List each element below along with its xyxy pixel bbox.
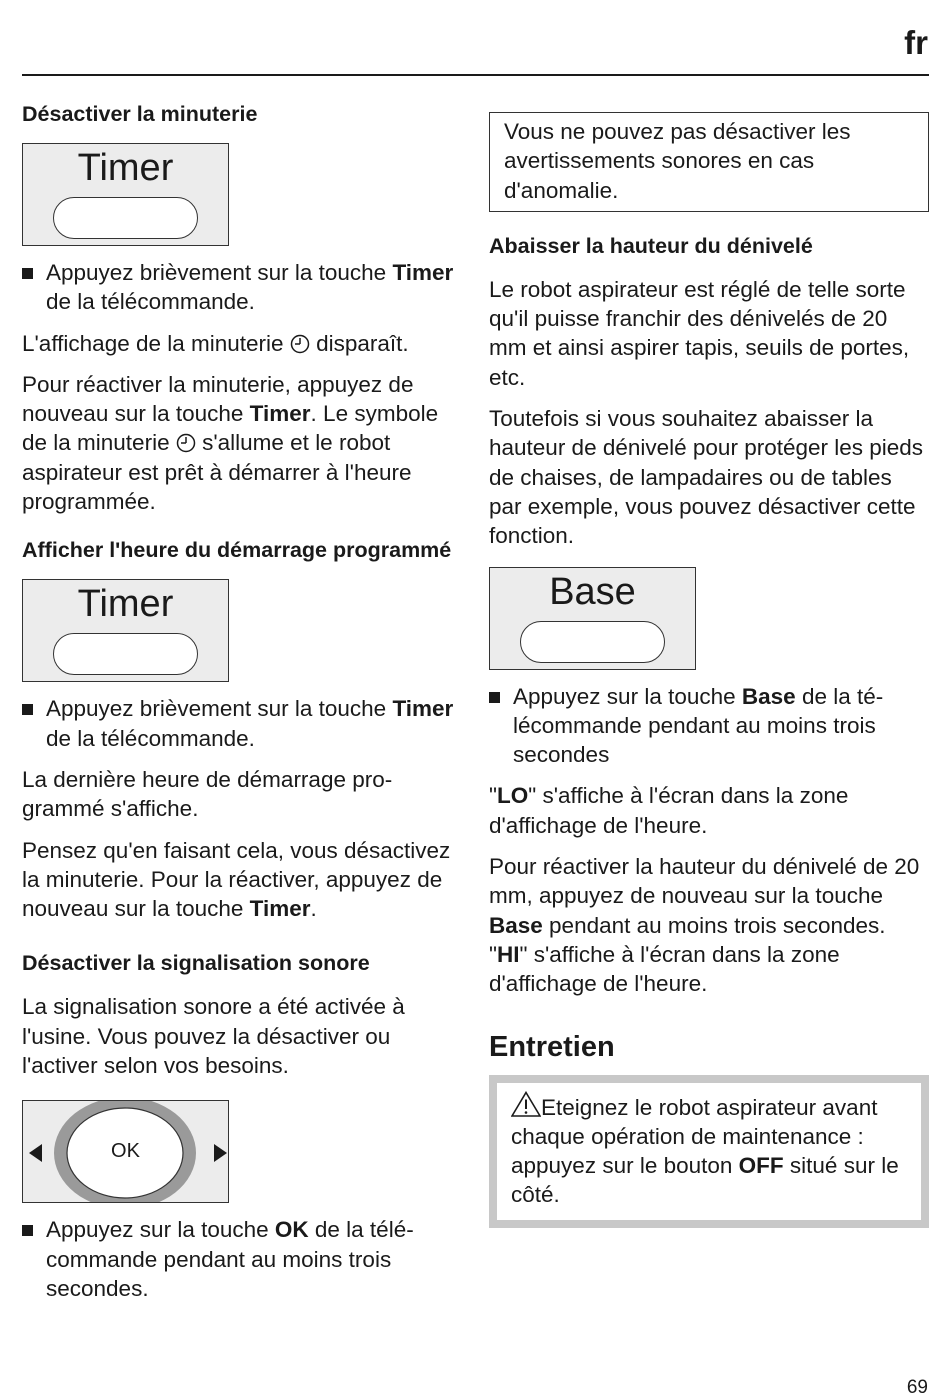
reactivate-threshold-text: Pour réactiver la hauteur du dénivelé de 20 mm, appuyez de nouveau sur la touche Base pendant au moins trois secondes. "HI" s'affiche à l'écran dans la zone d'affichage de l'heure. [489,854,920,997]
clock-icon [290,334,310,354]
step-press-ok: Appuyez sur la touche OK de la télécommande pendant au moins trois secondes. [22,1215,462,1303]
section-title-deactivate-sound: Désactiver la signalisation sonore [22,951,370,976]
warning-triangle-icon [511,1091,541,1117]
ok-button-illustration [22,1100,229,1203]
timer-button-label: Timer [77,147,174,189]
sound-signal-text: La signalisation sonore a été activée à l'usine. Vous pouvez la désactiver ou l'activer selon vos besoins. [22,994,405,1079]
section-title-deactivate-timer: Désactiver la minuterie [22,102,258,126]
timer-button-illustration [22,579,229,682]
step-press-base: Appuyez sur la touche Base de la télécommande pendant au moins trois secondes [489,682,929,770]
step-show-start-time: Appuyez brièvement sur la touche Timer de la télécommande. [22,694,462,753]
clock-icon [176,433,196,453]
reactivate-timer-text: Pour réactiver la minuterie, appuyez de nouveau sur la touche Timer. Le symbole de la minuterie s'allume et le robot aspirateur est prêt à démarrer à l'heure programmée. [22,371,439,515]
timer-display-disappears: L'affichage de la minuterie disparaît. [22,330,409,356]
sound-warning-note: Vous ne pouvez pas désactiver les avertissements sonores en cas d'anomalie. [489,112,929,212]
last-start-time-text: La dernière heure de démarrage programmé s'affiche. [22,766,393,822]
section-title-maintenance: Entretien [489,1030,615,1063]
left-column [22,100,462,1315]
right-column [489,112,929,1228]
base-button-label: Base [549,570,636,613]
language-tag: fr [904,24,928,61]
page-number: 69 [906,1377,928,1398]
base-button-illustration [489,567,696,670]
threshold-intro-text: Le robot aspirateur est réglé de telle sorte qu'il puisse franchir des dénivelés de 20 mm et ainsi aspirer tapis, seuils de portes, etc. [489,276,910,390]
section-title-lower-threshold: Abaisser la hauteur du dénivelé [489,233,813,258]
threshold-protect-text: Toutefois si vous souhaitez abaisser la hauteur de dénivelé pour protéger les pieds de chaises, de lampadaires ou de tables par exemple, vous pouvez désactiver cette fonction. [489,406,924,549]
maintenance-warning-box [489,1075,929,1228]
button-pill-shape [520,621,665,663]
lo-display-text: "LO" s'affiche à l'écran dans la zone d'affichage de l'heure. [489,783,849,838]
maintenance-warning-content: Eteignez le robot aspirateur avant chaque opération de maintenance : appuyez sur le bouton OFF situé sur le côté. [497,1083,921,1220]
section-title-show-start-time: Afficher l'heure du démarrage programmé [22,538,452,563]
header-rule [22,74,929,76]
ok-button-label: OK [111,1140,140,1163]
button-pill-shape [53,633,198,675]
step-deactivate-timer: Appuyez brièvement sur la touche Timer de la télécommande. [22,258,462,317]
timer-button-label: Timer [77,583,174,626]
timer-deactivated-note: Pensez qu'en faisant cela, vous désactivez la minuterie. Pour la réactiver, appuyez de nouveau sur la touche Timer. [22,837,451,922]
button-pill-shape [53,197,198,239]
timer-button-illustration [22,143,229,246]
